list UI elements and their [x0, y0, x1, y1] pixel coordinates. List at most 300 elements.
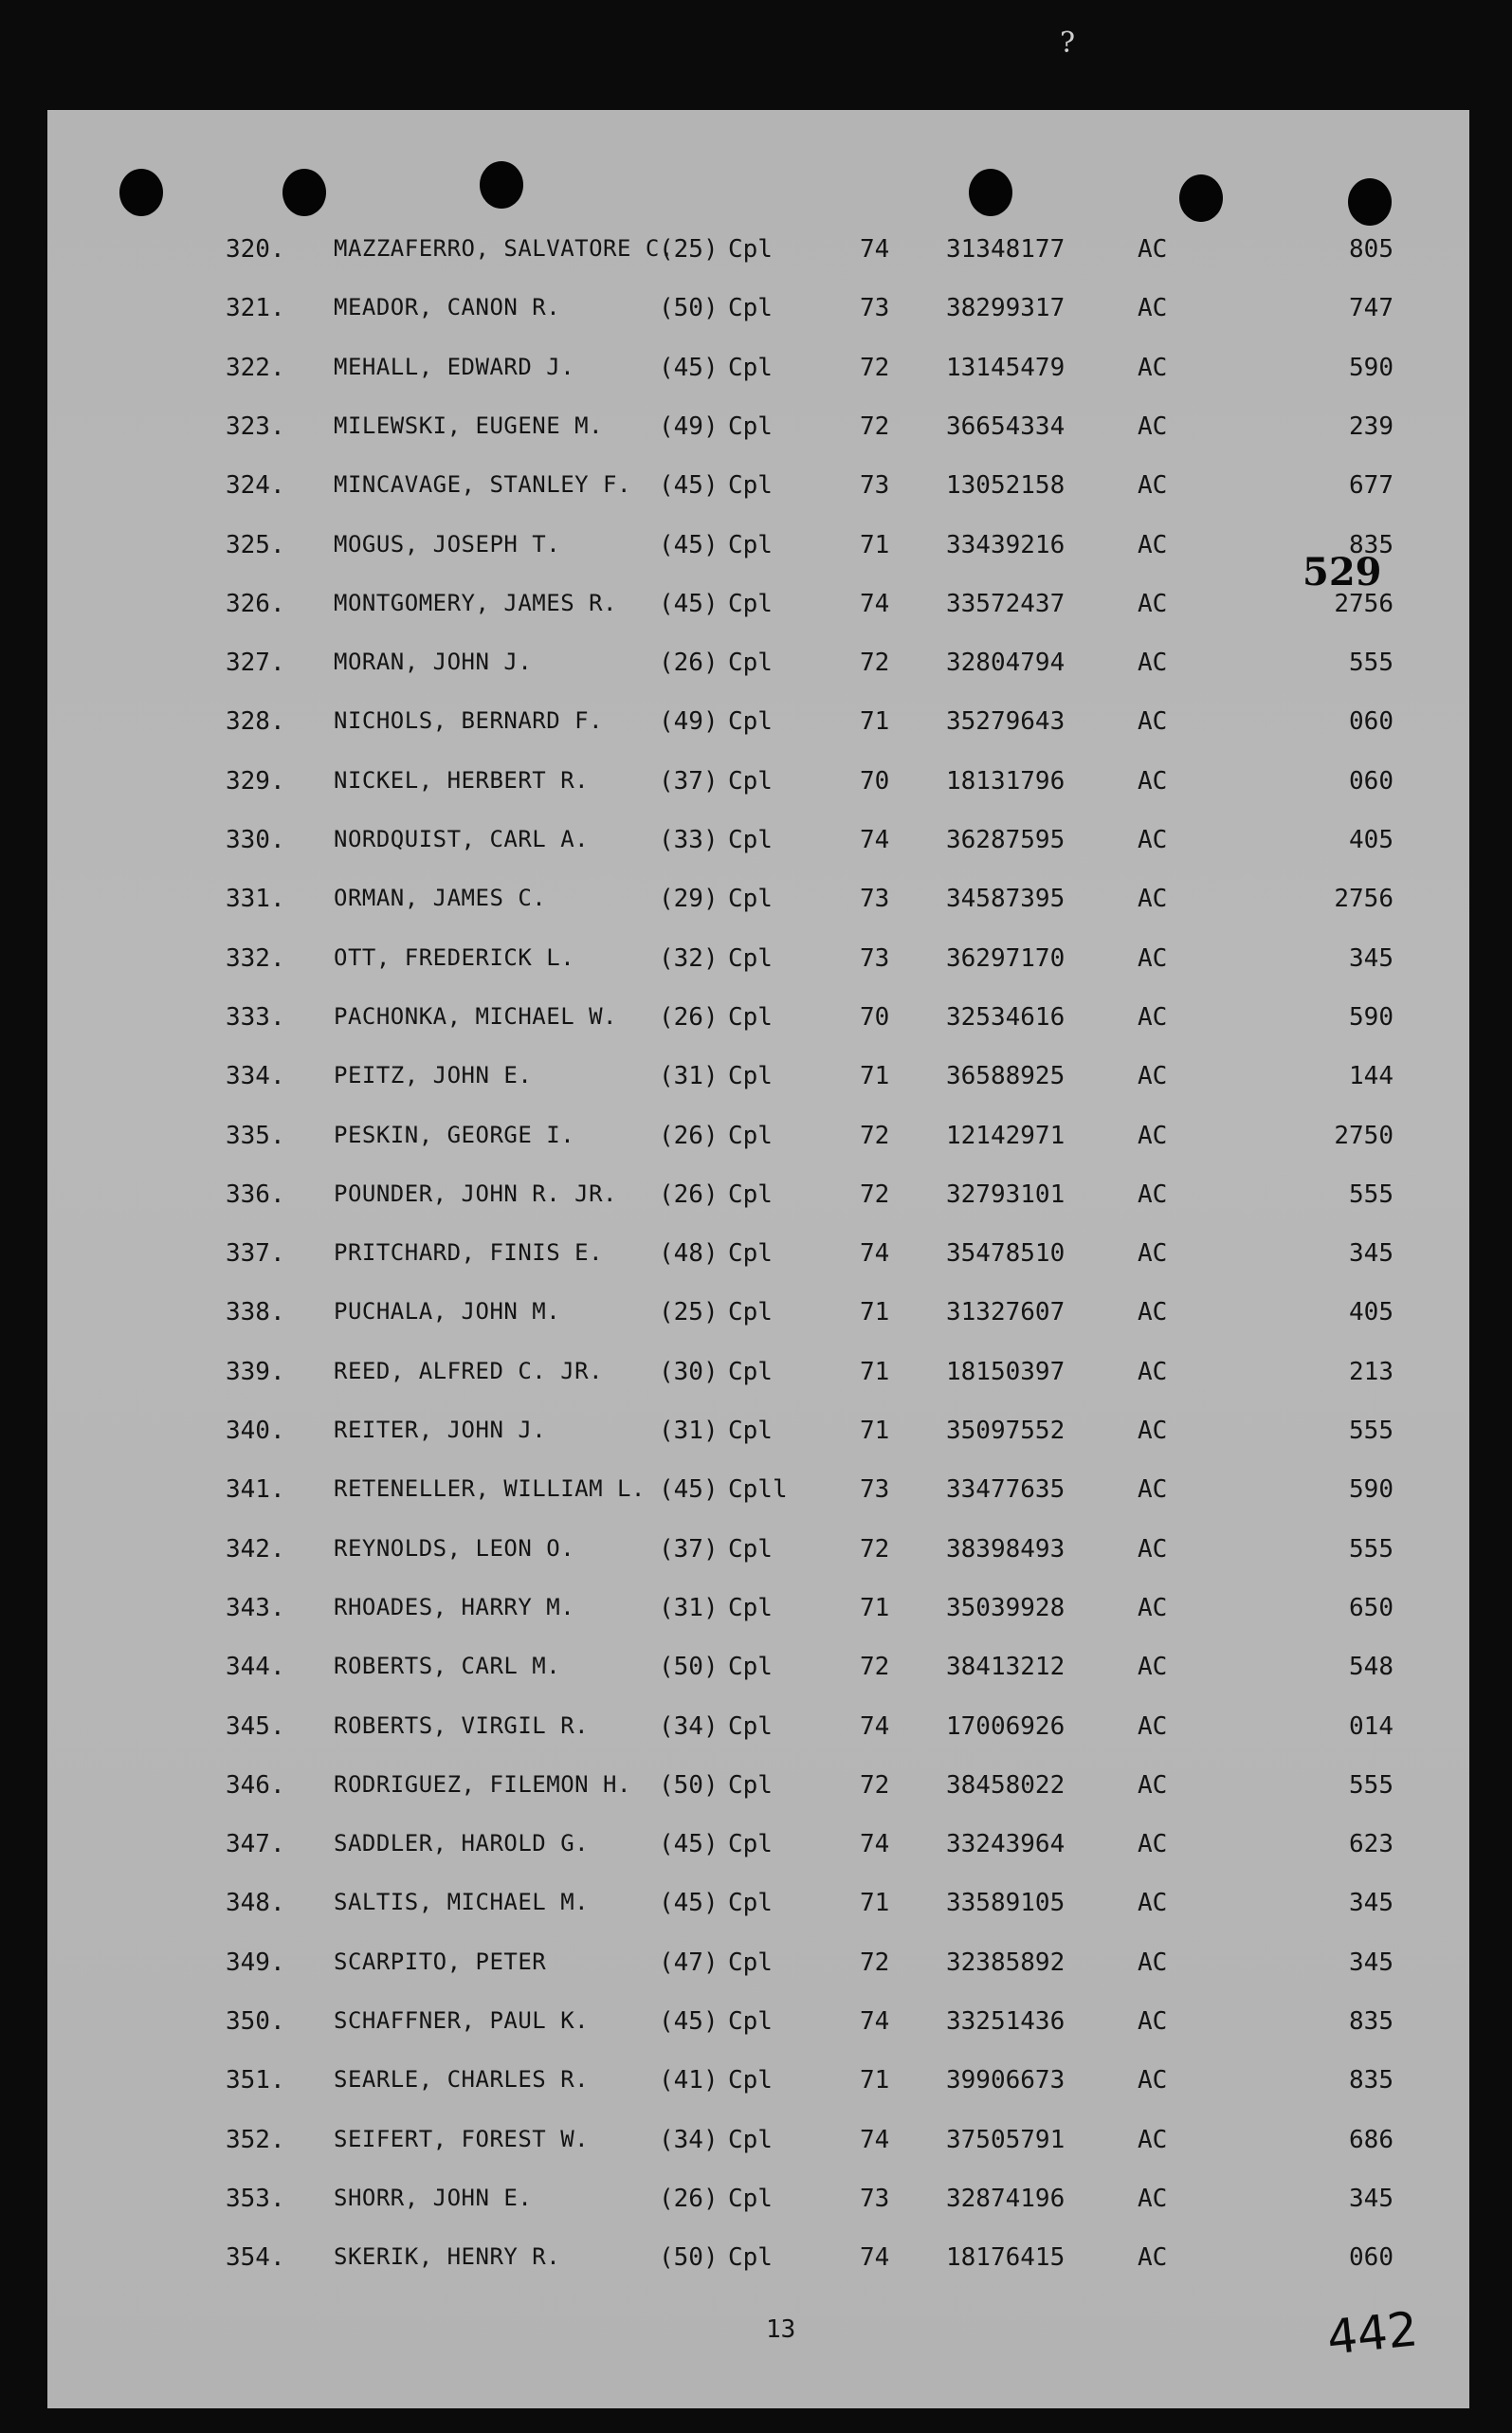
handwritten-number: 442: [1324, 2301, 1421, 2366]
spec-number: 345: [1349, 943, 1394, 973]
entry-age: (50): [659, 2243, 719, 2273]
spec-number: 345: [1349, 2184, 1394, 2213]
rank: Cpl: [728, 1239, 773, 1269]
spec-number: 623: [1349, 1830, 1394, 1859]
rank: Cpl: [728, 2007, 773, 2036]
roster-row: [47, 590, 1469, 628]
roster-row: [47, 412, 1469, 450]
roster-row: [47, 235, 1469, 273]
entry-number: 341.: [226, 1475, 285, 1505]
rank: Cpl: [728, 1653, 773, 1682]
code: 72: [860, 353, 890, 382]
entry-age: (47): [659, 1948, 719, 1977]
branch: AC: [1138, 471, 1168, 501]
spec-number: 590: [1349, 1475, 1394, 1505]
rank: Cpl: [728, 2184, 773, 2213]
soldier-name: RODRIGUEZ, FILEMON H.: [334, 1770, 631, 1798]
code: 70: [860, 1002, 890, 1032]
spec-number: 677: [1349, 471, 1394, 501]
entry-age: (37): [659, 766, 719, 796]
soldier-name: SADDLER, HAROLD G.: [334, 1830, 590, 1857]
roster-row: [47, 1594, 1469, 1632]
entry-number: 325.: [226, 530, 285, 559]
serial-number: 13145479: [946, 353, 1066, 382]
roster-row: [47, 1830, 1469, 1868]
serial-number: 39906673: [946, 2066, 1066, 2095]
entry-age: (25): [659, 1298, 719, 1327]
entry-number: 321.: [226, 294, 285, 323]
entry-age: (26): [659, 1180, 719, 1209]
branch: AC: [1138, 885, 1168, 914]
code: 74: [860, 1711, 890, 1741]
code: 71: [860, 1062, 890, 1091]
branch: AC: [1138, 1180, 1168, 1209]
roster-row: [47, 1653, 1469, 1691]
branch: AC: [1138, 1948, 1168, 1977]
entry-age: (31): [659, 1062, 719, 1091]
roster-row: [47, 1239, 1469, 1277]
roster-row: [47, 531, 1469, 569]
spec-number: 2750: [1334, 1121, 1394, 1150]
spec-number: 239: [1349, 412, 1394, 441]
entry-number: 353.: [226, 2184, 285, 2213]
roster-row: [47, 2243, 1469, 2281]
rank: Cpl: [728, 1534, 773, 1564]
code: 72: [860, 412, 890, 441]
branch: AC: [1138, 1002, 1168, 1032]
entry-age: (26): [659, 1121, 719, 1150]
entry-age: (45): [659, 530, 719, 559]
spec-number: 590: [1349, 353, 1394, 382]
branch: AC: [1138, 2184, 1168, 2213]
code: 74: [860, 235, 890, 264]
roster-row: [47, 1712, 1469, 1750]
roster-row: [47, 1122, 1469, 1160]
code: 74: [860, 1239, 890, 1269]
soldier-name: SHORR, JOHN E.: [334, 2184, 533, 2211]
soldier-name: MEHALL, EDWARD J.: [334, 353, 575, 380]
entry-number: 336.: [226, 1180, 285, 1209]
serial-number: 35478510: [946, 1239, 1066, 1269]
roster-row: [47, 354, 1469, 392]
code: 73: [860, 294, 890, 323]
entry-number: 333.: [226, 1002, 285, 1032]
code: 73: [860, 471, 890, 501]
code: 73: [860, 943, 890, 973]
entry-age: (34): [659, 1711, 719, 1741]
branch: AC: [1138, 826, 1168, 854]
spec-number: 835: [1349, 2007, 1394, 2036]
branch: AC: [1138, 649, 1168, 678]
entry-age: (31): [659, 1593, 719, 1622]
rank: Cpll: [728, 1475, 788, 1505]
entry-number: 326.: [226, 589, 285, 618]
spec-number: 060: [1349, 707, 1394, 737]
spec-number: 405: [1349, 1298, 1394, 1327]
branch: AC: [1138, 2243, 1168, 2273]
soldier-name: SEIFERT, FOREST W.: [334, 2125, 590, 2152]
rank: Cpl: [728, 1062, 773, 1091]
roster-row: [47, 2185, 1469, 2223]
roster-row: [47, 885, 1469, 923]
entry-age: (26): [659, 649, 719, 678]
branch: AC: [1138, 1711, 1168, 1741]
entry-number: 351.: [226, 2066, 285, 2095]
soldier-name: MOGUS, JOSEPH T.: [334, 530, 561, 558]
rank: Cpl: [728, 2125, 773, 2154]
rank: Cpl: [728, 1830, 773, 1859]
rank: Cpl: [728, 943, 773, 973]
roster-row: [47, 1003, 1469, 1041]
entry-age: (30): [659, 1357, 719, 1386]
code: 72: [860, 1121, 890, 1150]
rank: Cpl: [728, 530, 773, 559]
rank: Cpl: [728, 649, 773, 678]
roster-row: [47, 1062, 1469, 1100]
roster-row: [47, 649, 1469, 686]
serial-number: 13052158: [946, 471, 1066, 501]
rank: Cpl: [728, 2066, 773, 2095]
roster-row: [47, 1889, 1469, 1927]
code: 72: [860, 1770, 890, 1800]
code: 71: [860, 1357, 890, 1386]
rank: Cpl: [728, 1593, 773, 1622]
entry-age: (50): [659, 294, 719, 323]
soldier-name: SEARLE, CHARLES R.: [334, 2066, 590, 2094]
document-page: [47, 110, 1469, 2408]
rank: Cpl: [728, 766, 773, 796]
spec-number: 835: [1349, 2066, 1394, 2095]
rank: Cpl: [728, 1948, 773, 1977]
rank: Cpl: [728, 471, 773, 501]
serial-number: 33243964: [946, 1830, 1066, 1859]
branch: AC: [1138, 2066, 1168, 2095]
soldier-name: NICKEL, HERBERT R.: [334, 766, 590, 794]
spec-number: 650: [1349, 1593, 1394, 1622]
entry-age: (48): [659, 1239, 719, 1269]
code: 74: [860, 2007, 890, 2036]
entry-number: 322.: [226, 353, 285, 382]
code: 71: [860, 2066, 890, 2095]
serial-number: 33251436: [946, 2007, 1066, 2036]
entry-number: 335.: [226, 1121, 285, 1150]
branch: AC: [1138, 2125, 1168, 2154]
serial-number: 38413212: [946, 1653, 1066, 1682]
entry-number: 328.: [226, 707, 285, 737]
entry-number: 320.: [226, 235, 285, 264]
serial-number: 18150397: [946, 1357, 1066, 1386]
soldier-name: PUCHALA, JOHN M.: [334, 1298, 561, 1326]
branch: AC: [1138, 589, 1168, 618]
soldier-name: OTT, FREDERICK L.: [334, 943, 575, 971]
soldier-name: RETENELLER, WILLIAM L.: [334, 1475, 646, 1503]
code: 71: [860, 1298, 890, 1327]
rank: Cpl: [728, 1298, 773, 1327]
code: 72: [860, 1948, 890, 1977]
code: 74: [860, 589, 890, 618]
serial-number: 35039928: [946, 1593, 1066, 1622]
branch: AC: [1138, 766, 1168, 796]
roster-row: [47, 294, 1469, 332]
roster-row: [47, 1298, 1469, 1336]
entry-number: 340.: [226, 1417, 285, 1445]
code: 73: [860, 2184, 890, 2213]
code: 73: [860, 885, 890, 914]
serial-number: 38299317: [946, 294, 1066, 323]
rank: Cpl: [728, 294, 773, 323]
rank: Cpl: [728, 826, 773, 854]
rank: Cpl: [728, 353, 773, 382]
spec-number: 060: [1349, 766, 1394, 796]
roster-row: [47, 1358, 1469, 1396]
code: 71: [860, 530, 890, 559]
spec-number: 555: [1349, 1417, 1394, 1445]
serial-number: 33439216: [946, 530, 1066, 559]
soldier-name: MINCAVAGE, STANLEY F.: [334, 471, 631, 499]
roster-row: [47, 1948, 1469, 1986]
spec-number: 345: [1349, 1239, 1394, 1269]
spec-number: 590: [1349, 1002, 1394, 1032]
roster-row: [47, 826, 1469, 864]
entry-number: 342.: [226, 1534, 285, 1564]
entry-number: 331.: [226, 885, 285, 914]
soldier-name: SKERIK, HENRY R.: [334, 2243, 561, 2271]
soldier-name: MAZZAFERRO, SALVATORE C.: [334, 235, 674, 262]
code: 74: [860, 2243, 890, 2273]
serial-number: 31348177: [946, 235, 1066, 264]
spec-number: 345: [1349, 1889, 1394, 1918]
spec-number: 060: [1349, 2243, 1394, 2273]
rank: Cpl: [728, 1357, 773, 1386]
spec-number: 548: [1349, 1653, 1394, 1682]
soldier-name: ROBERTS, CARL M.: [334, 1653, 561, 1680]
entry-age: (45): [659, 2007, 719, 2036]
roster-row: [47, 1180, 1469, 1218]
entry-age: (45): [659, 353, 719, 382]
entry-age: (32): [659, 943, 719, 973]
branch: AC: [1138, 943, 1168, 973]
soldier-name: ROBERTS, VIRGIL R.: [334, 1711, 590, 1739]
soldier-name: NORDQUIST, CARL A.: [334, 826, 590, 852]
rank: Cpl: [728, 1002, 773, 1032]
entry-number: 350.: [226, 2007, 285, 2036]
serial-number: 37505791: [946, 2125, 1066, 2154]
roster-row: [47, 471, 1469, 509]
entry-number: 349.: [226, 1948, 285, 1977]
entry-age: (49): [659, 707, 719, 737]
entry-age: (45): [659, 1889, 719, 1918]
spec-number: 747: [1349, 294, 1394, 323]
rank: Cpl: [728, 1889, 773, 1918]
entry-age: (34): [659, 2125, 719, 2154]
entry-number: 348.: [226, 1889, 285, 1918]
branch: AC: [1138, 1121, 1168, 1150]
code: 72: [860, 649, 890, 678]
branch: AC: [1138, 235, 1168, 264]
soldier-name: PRITCHARD, FINIS E.: [334, 1239, 604, 1267]
roster-row: [47, 2066, 1469, 2104]
spec-number: 555: [1349, 1180, 1394, 1209]
serial-number: 35097552: [946, 1417, 1066, 1445]
branch: AC: [1138, 2007, 1168, 2036]
serial-number: 18131796: [946, 766, 1066, 796]
code: 71: [860, 1593, 890, 1622]
branch: AC: [1138, 1770, 1168, 1800]
entry-age: (50): [659, 1653, 719, 1682]
spec-number: 2756: [1334, 885, 1394, 914]
entry-age: (49): [659, 412, 719, 441]
serial-number: 18176415: [946, 2243, 1066, 2273]
entry-age: (41): [659, 2066, 719, 2095]
serial-number: 12142971: [946, 1121, 1066, 1150]
serial-number: 32793101: [946, 1180, 1066, 1209]
code: 71: [860, 707, 890, 737]
soldier-name: SCARPITO, PETER: [334, 1948, 547, 1975]
entry-number: 330.: [226, 826, 285, 854]
soldier-name: MONTGOMERY, JAMES R.: [334, 589, 617, 616]
entry-number: 343.: [226, 1593, 285, 1622]
code: 72: [860, 1534, 890, 1564]
serial-number: 31327607: [946, 1298, 1066, 1327]
entry-number: 323.: [226, 412, 285, 441]
branch: AC: [1138, 1062, 1168, 1091]
rank: Cpl: [728, 589, 773, 618]
roster-row: [47, 2007, 1469, 2045]
top-corner-mark: ?: [1060, 27, 1076, 60]
spec-number: 555: [1349, 1534, 1394, 1564]
code: 74: [860, 2125, 890, 2154]
rank: Cpl: [728, 707, 773, 737]
branch: AC: [1138, 1889, 1168, 1918]
soldier-name: MILEWSKI, EUGENE M.: [334, 412, 604, 439]
branch: AC: [1138, 707, 1168, 737]
entry-number: 339.: [226, 1357, 285, 1386]
branch: AC: [1138, 1357, 1168, 1386]
rank: Cpl: [728, 235, 773, 264]
soldier-name: PEITZ, JOHN E.: [334, 1062, 533, 1089]
roster-row: [47, 1475, 1469, 1513]
branch: AC: [1138, 530, 1168, 559]
serial-number: 34587395: [946, 885, 1066, 914]
serial-number: 36654334: [946, 412, 1066, 441]
serial-number: 32874196: [946, 2184, 1066, 2213]
spec-number: 405: [1349, 826, 1394, 854]
roster-row: [47, 707, 1469, 745]
entry-age: (45): [659, 471, 719, 501]
soldier-name: MEADOR, CANON R.: [334, 294, 561, 321]
stamp-number: 529: [1303, 550, 1382, 595]
soldier-name: POUNDER, JOHN R. JR.: [334, 1180, 617, 1207]
spec-number: 686: [1349, 2125, 1394, 2154]
entry-number: 338.: [226, 1298, 285, 1327]
rank: Cpl: [728, 2243, 773, 2273]
entry-number: 332.: [226, 943, 285, 973]
soldier-name: PESKIN, GEORGE I.: [334, 1121, 575, 1148]
entry-age: (45): [659, 589, 719, 618]
branch: AC: [1138, 1298, 1168, 1327]
rank: Cpl: [728, 412, 773, 441]
serial-number: 32804794: [946, 649, 1066, 678]
serial-number: 33589105: [946, 1889, 1066, 1918]
entry-number: 344.: [226, 1653, 285, 1682]
soldier-name: RHOADES, HARRY M.: [334, 1593, 575, 1620]
spec-number: 2756: [1334, 589, 1394, 618]
serial-number: 32534616: [946, 1002, 1066, 1032]
serial-number: 36588925: [946, 1062, 1066, 1091]
spec-number: 014: [1349, 1711, 1394, 1741]
rank: Cpl: [728, 885, 773, 914]
entry-age: (31): [659, 1417, 719, 1445]
entry-number: 354.: [226, 2243, 285, 2273]
entry-age: (25): [659, 235, 719, 264]
entry-age: (45): [659, 1830, 719, 1859]
code: 72: [860, 1653, 890, 1682]
branch: AC: [1138, 1239, 1168, 1269]
spec-number: 805: [1349, 235, 1394, 264]
entry-number: 324.: [226, 471, 285, 501]
roster-row: [47, 1417, 1469, 1454]
rank: Cpl: [728, 1417, 773, 1445]
serial-number: 33572437: [946, 589, 1066, 618]
entry-number: 337.: [226, 1239, 285, 1269]
entry-age: (29): [659, 885, 719, 914]
serial-number: 36287595: [946, 826, 1066, 854]
spec-number: 345: [1349, 1948, 1394, 1977]
serial-number: 17006926: [946, 1711, 1066, 1741]
spec-number: 835: [1349, 530, 1394, 559]
branch: AC: [1138, 1534, 1168, 1564]
soldier-name: PACHONKA, MICHAEL W.: [334, 1002, 617, 1030]
entry-age: (26): [659, 1002, 719, 1032]
serial-number: 38398493: [946, 1534, 1066, 1564]
soldier-name: NICHOLS, BERNARD F.: [334, 707, 604, 735]
entry-age: (50): [659, 1770, 719, 1800]
soldier-name: SALTIS, MICHAEL M.: [334, 1889, 590, 1916]
branch: AC: [1138, 1593, 1168, 1622]
soldier-name: ORMAN, JAMES C.: [334, 885, 547, 912]
soldier-name: MORAN, JOHN J.: [334, 649, 533, 676]
serial-number: 36297170: [946, 943, 1066, 973]
roster-row: [47, 944, 1469, 982]
code: 71: [860, 1889, 890, 1918]
roster-row: [47, 1771, 1469, 1809]
branch: AC: [1138, 294, 1168, 323]
entry-number: 352.: [226, 2125, 285, 2154]
entry-number: 327.: [226, 649, 285, 678]
branch: AC: [1138, 353, 1168, 382]
spec-number: 555: [1349, 649, 1394, 678]
roster-row: [47, 767, 1469, 805]
spec-number: 213: [1349, 1357, 1394, 1386]
spec-number: 555: [1349, 1770, 1394, 1800]
branch: AC: [1138, 1475, 1168, 1505]
soldier-name: SCHAFFNER, PAUL K.: [334, 2007, 590, 2034]
entry-number: 334.: [226, 1062, 285, 1091]
code: 70: [860, 766, 890, 796]
branch: AC: [1138, 412, 1168, 441]
soldier-name: REYNOLDS, LEON O.: [334, 1534, 575, 1562]
code: 74: [860, 1830, 890, 1859]
code: 73: [860, 1475, 890, 1505]
serial-number: 38458022: [946, 1770, 1066, 1800]
entry-age: (37): [659, 1534, 719, 1564]
code: 72: [860, 1180, 890, 1209]
rank: Cpl: [728, 1180, 773, 1209]
roster-row: [47, 1535, 1469, 1573]
entry-number: 345.: [226, 1711, 285, 1741]
soldier-name: REITER, JOHN J.: [334, 1417, 547, 1443]
code: 74: [860, 826, 890, 854]
